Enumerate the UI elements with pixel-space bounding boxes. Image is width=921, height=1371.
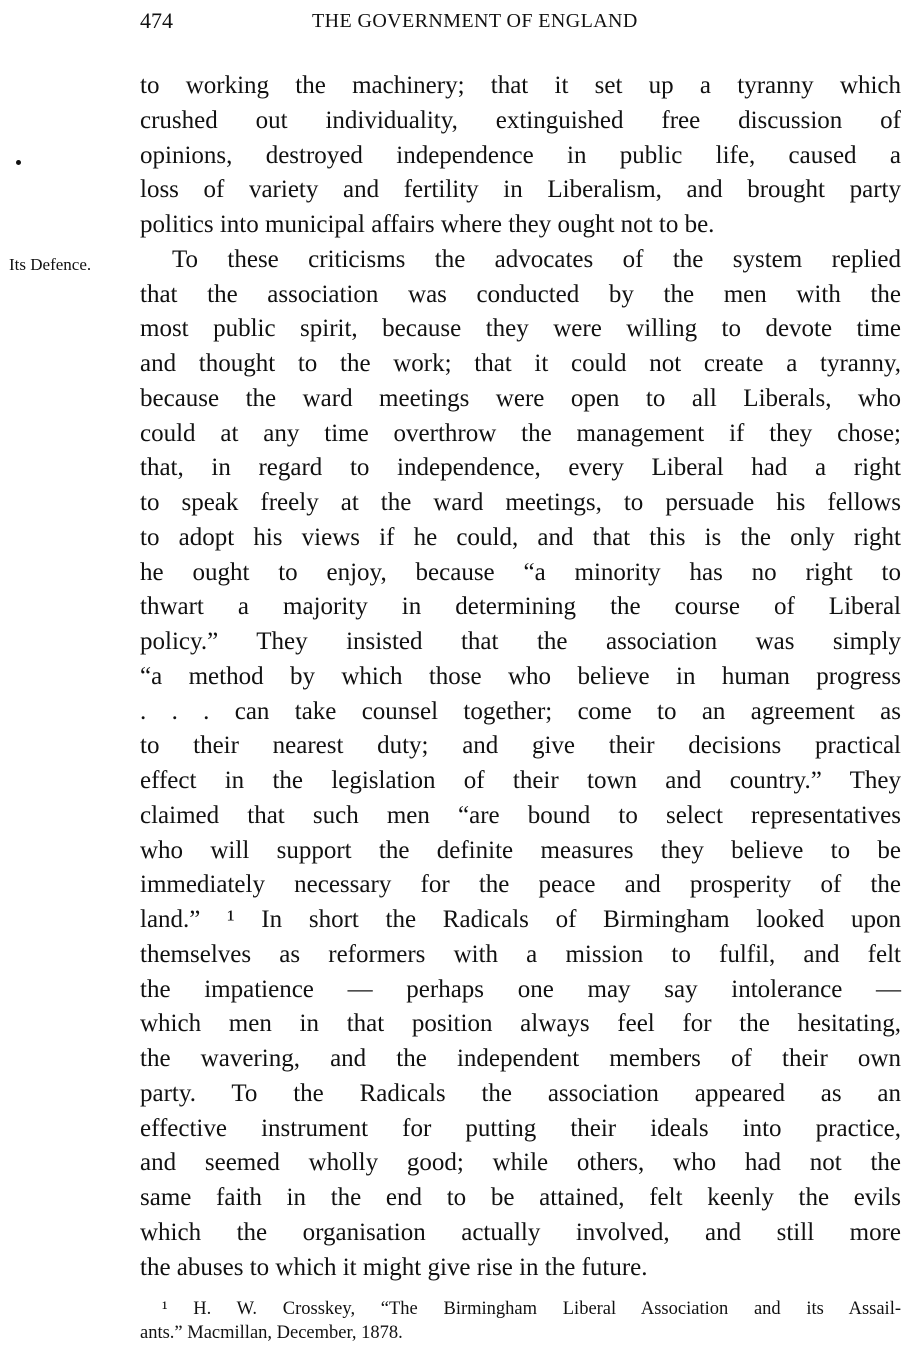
text-line: land.” ¹ In short the Radicals of Birmingham looked upon <box>140 906 901 933</box>
text-line: he ought to enjoy, because “a minority has no right to <box>140 558 901 586</box>
text-line: “a method by which those who believe in human progress <box>140 662 901 690</box>
page-number: 474 <box>140 8 173 33</box>
footnote-line: ¹ H. W. Crosskey, “The Birmingham Liberal Association and its Assail- <box>162 1299 901 1319</box>
text-line: to their nearest duty; and give their decisions practical <box>140 732 901 760</box>
text-line: the impatience — perhaps one may say intolerance — <box>140 975 901 1003</box>
text-line: and seemed wholly good; while others, who had not the <box>140 1149 901 1177</box>
running-title: THE GOVERNMENT OF ENGLAND <box>312 10 638 32</box>
text-line: that the association was conducted by the men with the <box>140 280 901 308</box>
text-line: which the organisation actually involved, and still more <box>140 1218 901 1246</box>
text-line: immediately necessary for the peace and prosperity of the <box>140 871 901 899</box>
text-line: claimed that such men “are bound to select representatives <box>140 801 901 829</box>
text-line: and thought to the work; that it could not create a tyranny, <box>140 350 901 377</box>
footnote-line: ants.” Macmillan, December, 1878. <box>140 1323 403 1343</box>
text-line: thwart a majority in determining the course of Liberal <box>140 593 901 621</box>
side-note-its-defence: Its Defence. <box>9 255 92 274</box>
text-line: party. To the Radicals the association appeared as an <box>140 1079 901 1107</box>
text-line: To these criticisms the advocates of the system replied <box>172 245 901 273</box>
text-line: the abuses to which it might give rise in the future. <box>140 1253 648 1281</box>
text-line: because the ward meetings were open to all Liberals, who <box>140 384 901 412</box>
text-line: who will support the definite measures they believe to be <box>140 836 901 864</box>
text-line: effect in the legislation of their town and country.” They <box>140 767 901 794</box>
text-line: most public spirit, because they were willing to devote time <box>140 315 901 343</box>
text-line: the wavering, and the independent members of their own <box>140 1045 901 1072</box>
text-line: policy.” They insisted that the association was simply <box>140 628 901 655</box>
body-text <box>140 69 901 1285</box>
text-line: effective instrument for putting their ideals into practice, <box>140 1114 901 1142</box>
text-line: which men in that position always feel for the hesitating, <box>140 1010 901 1038</box>
footnote <box>140 1297 901 1345</box>
text-line: same faith in the end to be attained, felt keenly the evils <box>140 1184 901 1211</box>
text-line: could at any time overthrow the management if they chose; <box>140 419 901 447</box>
text-line: to speak freely at the ward meetings, to persuade his fellows <box>140 489 901 516</box>
text-line: opinions, destroyed independence in public life, caused a <box>140 141 901 169</box>
running-head <box>140 6 902 36</box>
text-line: crushed out individuality, extinguished free discussion of <box>140 106 901 134</box>
text-line: themselves as reformers with a mission to fulfil, and felt <box>140 940 901 968</box>
text-line: politics into municipal affairs where they ought not to be. <box>140 211 715 238</box>
text-line: to working the machinery; that it set up a tyranny which <box>140 72 901 99</box>
text-line: loss of variety and fertility in Liberalism, and brought party <box>140 176 901 204</box>
text-line: to adopt his views if he could, and that this is the only right <box>140 523 901 551</box>
text-line: that, in regard to independence, every Liberal had a right <box>140 454 901 482</box>
text-line: . . . can take counsel together; come to an agreement as <box>140 697 901 725</box>
margin-dot-mark <box>16 160 21 165</box>
